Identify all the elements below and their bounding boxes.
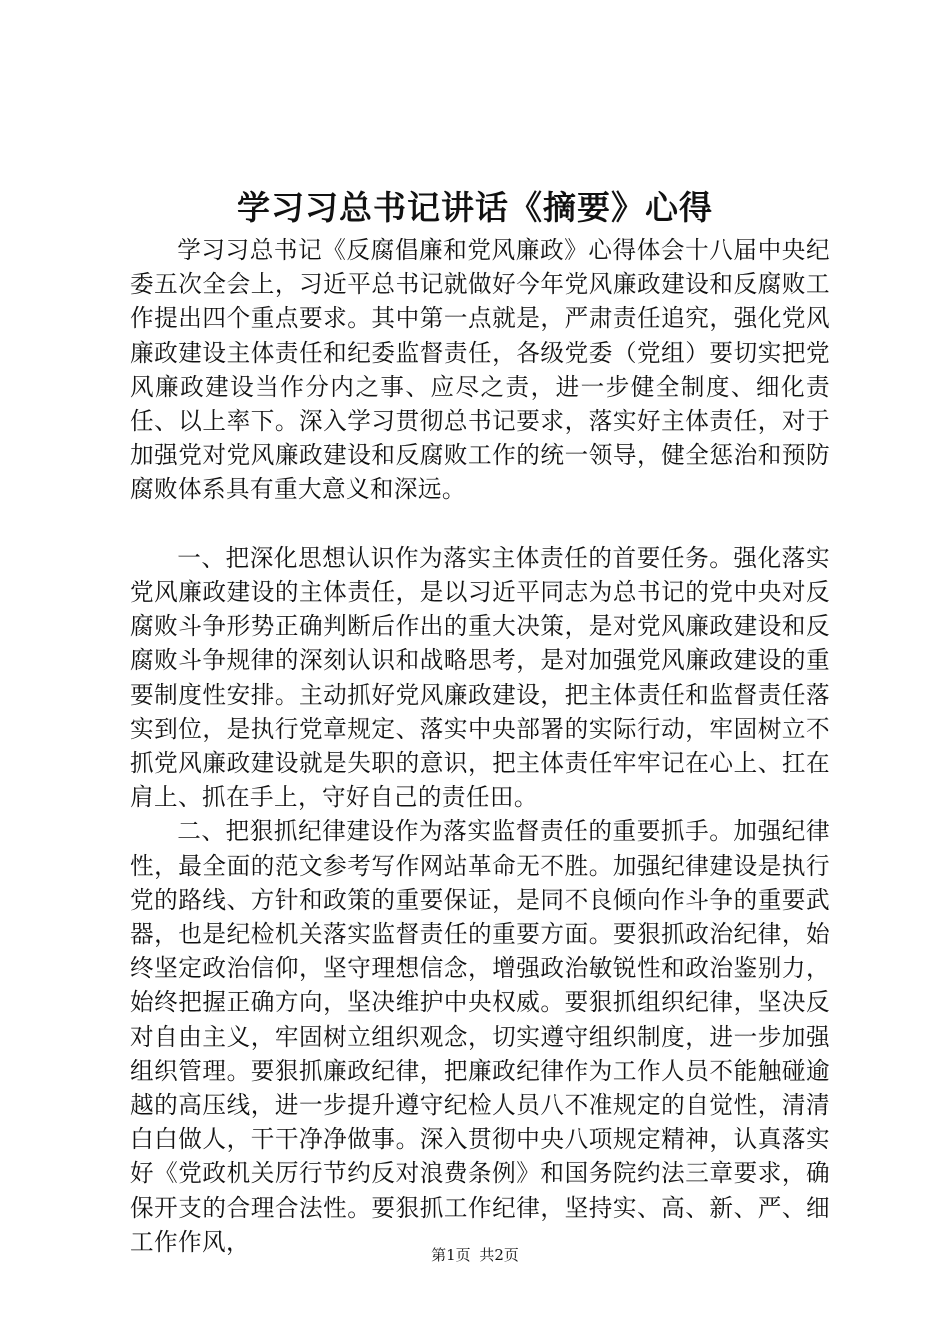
- document-body: [130, 233, 830, 1259]
- paragraph-section-two: 二、把狠抓纪律建设作为落实监督责任的重要抓手。加强纪律性，最全面的范文参考写作网站革命无不胜。加强纪律建设是执行党的路线、方针和政策的重要保证，是同不良倾向作斗争的重要武器，也是纪检机关落实监督责任的重要方面。要狠抓政治纪律，始终坚定政治信仰，坚守理想信念，增强政治敏锐性和政治鉴别力，始终把握正确方向，坚决维护中央权威。要狠抓组织纪律，坚决反对自由主义，牢固树立组织观念，切实遵守组织制度，进一步加强组织管理。要狠抓廉政纪律，把廉政纪律作为工作人员不能触碰逾越的高压线，进一步提升遵守纪检人员八不准规定的自觉性，清清白白做人，干干净净做事。深入贯彻中央八项规定精神，认真落实好《党政机关厉行节约反对浪费条例》和国务院约法三章要求，确保开支的合理合法性。要狠抓工作纪律，坚持实、高、新、严、细工作作风，: [130, 817, 830, 1256]
- paragraph-intro: 学习习总书记《反腐倡廉和党风廉政》心得体会十八届中央纪委五次全会上，习近平总书记就做好今年党风廉政建设和反腐败工作提出四个重点要求。其中第一点就是，严肃责任追究，强化党风廉政建设主体责任和纪委监督责任，各级党委（党组）要切实把党风廉政建设当作分内之事、应尽之责，进一步健全制度、细化责任、以上率下。深入学习贯彻总书记要求，落实好主体责任，对于加强党对党风廉政建设和反腐败工作的统一领导，健全惩治和预防腐败体系具有重大意义和深远。: [130, 236, 830, 504]
- page-total: 共2页: [479, 1246, 519, 1264]
- document-title: 学习习总书记讲话《摘要》心得: [237, 188, 713, 227]
- paragraph-gap: [130, 507, 830, 541]
- page-number: 第1页: [431, 1246, 471, 1264]
- paragraph-section-one: 一、把深化思想认识作为落实主体责任的首要任务。强化落实党风廉政建设的主体责任，是以习近平同志为总书记的党中央对反腐败斗争形势正确判断后作出的重大决策，是对党风廉政建设和反腐败斗争规律的深刻认识和战略思考，是对加强党风廉政建设的重要制度性安排。主动抓好党风廉政建设，把主体责任和监督责任落实到位，是执行党章规定、落实中央部署的实际行动，牢固树立不抓党风廉政建设就是失职的意识，把主体责任牢牢记在心上、扛在肩上、抓在手上，守好自己的责任田。: [130, 543, 830, 812]
- page-footer: [0, 1245, 950, 1265]
